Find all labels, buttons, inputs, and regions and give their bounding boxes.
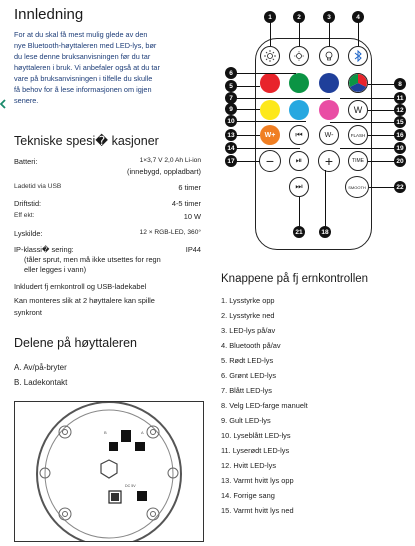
key-item: 2. Lysstyrke ned [221,311,275,320]
callout-5: 5 [225,80,237,92]
previous-icon: ⏮ [295,130,303,139]
callout-21: 21 [293,226,305,238]
brightness-down-button[interactable] [289,46,309,66]
key-item: 6. Grønt LED-lys [221,371,277,380]
green-button[interactable] [289,73,309,93]
ip-note: (tåler sprut, men må ikke utsettes for regn [24,255,161,264]
key-item: 3. LED-lys på/av [221,326,276,335]
white-button[interactable]: W [348,100,368,120]
pair-text-2: synkront [14,308,42,317]
yellow-button[interactable] [260,100,280,120]
key-item: 14. Forrige sang [221,491,275,500]
dim-sun-icon [293,50,305,62]
speaker-diagram [14,401,204,542]
callout-16: 16 [394,129,406,141]
sun-icon [264,50,276,62]
minus-icon: − [265,153,275,169]
key-item: 5. Rødt LED-lys [221,356,274,365]
callout-2: 2 [293,11,305,23]
included-text: Inkludert fj ernkontroll og USB-ladekabel [14,282,147,291]
next-button[interactable] [289,177,309,197]
power-value: 10 W [183,212,201,221]
plus-icon: + [324,153,334,169]
light-value: 12 × RGB-LED, 360° [139,229,201,236]
key-item: 4. Bluetooth på/av [221,341,281,350]
key-item: 12. Hvitt LED-lys [221,461,277,470]
light-label: Lyskilde: [14,229,43,238]
led-power-button[interactable] [319,46,339,66]
play-pause-icon: ⏯ [295,156,303,165]
next-icon: ⏭ [295,182,303,191]
keys-title: Knappene på fj ernkontrollen [221,273,369,285]
smooth-button[interactable]: SMOOTH [345,176,369,198]
battery-label: Batteri: [14,157,38,166]
pair-text: Kan monteres slik at 2 høyttalere kan spille [14,296,155,305]
callout-9: 9 [225,103,237,115]
speaker-bottom-illustration [15,402,203,541]
lightblue-button[interactable] [289,100,309,120]
callout-11: 11 [394,92,406,104]
callout-12: 12 [394,104,406,116]
key-item: 7. Blått LED-lys [221,386,272,395]
warm-down-button[interactable]: W- [319,125,339,145]
runtime-label: Driftstid: [14,199,42,208]
power-label: Eff ekt: [14,212,35,219]
callout-6: 6 [225,67,237,79]
parts-title: Delene på høyttaleren [14,336,137,350]
time-button[interactable]: TIME [348,151,368,171]
pink-button[interactable] [319,100,339,120]
intro-line: du lese denne bruksanvisningen før du tar [14,52,151,61]
callout-17: 17 [225,155,237,167]
bluetooth-icon [353,50,363,62]
battery-value: 1×3,7 V 2,0 Ah Li-ion [139,157,201,164]
intro-line: nye Bluetooth-høyttaleren med LED-lys, bør [14,41,157,50]
specs-title: Tekniske spesi� kasjoner [14,134,159,148]
callout-22: 22 [394,181,406,193]
part-b: B. Ladekontakt [14,378,68,387]
runtime-value: 4-5 timer [171,199,201,208]
key-item: 8. Velg LED-farge manuelt [221,401,308,410]
charging-label: Ladetid via USB [14,183,62,190]
brightness-up-button[interactable] [260,46,280,66]
volume-down-button[interactable] [259,150,281,172]
bluetooth-button[interactable] [348,46,368,66]
warm-up-button[interactable]: W+ [260,125,280,145]
intro-line: For at du skal få mest mulig glede av den [14,30,148,39]
battery-value-2: (innebygd, oppladbart) [127,167,201,176]
key-item: 1. Lysstyrke opp [221,296,275,305]
blue-button[interactable] [319,73,339,93]
dc-label: DC 5V [125,484,136,488]
callout-3: 3 [323,11,335,23]
flash-button[interactable]: FLASH [348,125,368,145]
key-item: 13. Varmt hvitt lys opp [221,476,294,485]
callout-20: 20 [394,155,406,167]
key-item: 9. Gult LED-lys [221,416,271,425]
play-pause-button[interactable] [289,151,309,171]
callout-8: 8 [394,78,406,90]
callout-14: 14 [225,142,237,154]
key-item: 11. Lyserødt LED-lys [221,446,290,455]
callout-13: 13 [225,129,237,141]
intro-line: senere. [14,96,39,105]
color-wheel-icon [349,74,367,92]
key-item: 15. Varmt hvitt lys ned [221,506,294,515]
ip-value: IP44 [185,245,201,254]
volume-up-button[interactable] [318,150,340,172]
color-select-button[interactable] [348,73,368,93]
key-item: 10. Lyseblått LED-lys [221,431,291,440]
button-marking: A [141,430,144,435]
part-a: A. Av/på-bryter [14,363,67,372]
callout-7: 7 [225,92,237,104]
ip-note-2: eller legges i vann) [24,265,87,274]
ip-label: IP-klassi� sering: [14,245,74,254]
callout-10: 10 [225,115,237,127]
callout-4: 4 [352,11,364,23]
switch-marking: B [104,430,107,435]
intro-line: vare på bruksanvisningen i tilfelle du skulle [14,74,153,83]
callout-1: 1 [264,11,276,23]
bulb-icon [323,50,335,62]
prev-button[interactable] [289,125,309,145]
intro-title: Innledning [14,6,84,23]
intro-line: få behov for å lese informasjonen om igjen [14,85,152,94]
intro-line: høyttaleren i bruk. Vi anbefaler også at du tar [14,63,160,72]
charging-value: 6 timer [178,183,201,192]
red-button[interactable] [260,73,280,93]
callout-15: 15 [394,116,406,128]
callout-19: 19 [394,142,406,154]
callout-18: 18 [319,226,331,238]
